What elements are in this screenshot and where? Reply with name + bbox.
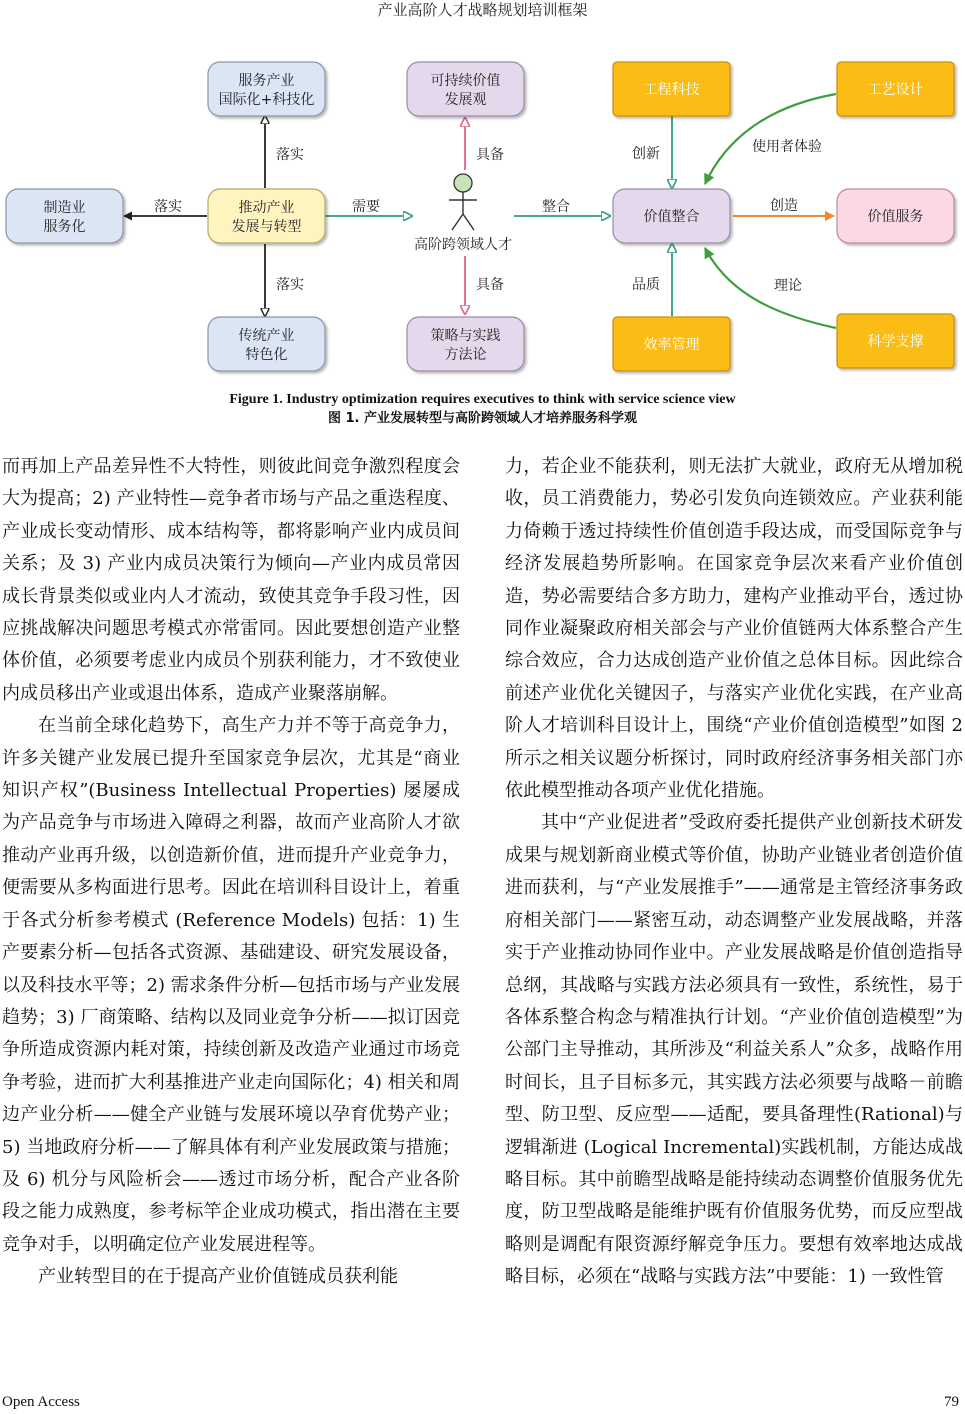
node-value-service-label: 价值服务 [867,209,924,225]
figure-caption-chinese: 图 1. 产业发展转型与高阶跨领域人才培养服务科学观 [327,411,638,426]
node-science-label: 科学支撑 [867,334,924,350]
node-value-integration [613,189,730,243]
node-service-international-line1: 服务产业 [238,73,295,89]
figure-1-diagram [0,40,965,390]
paragraph: 而再加上产品差异性不大特性，则彼此间竞争激烈程度会大为提高；2) 产业特性—竞争者市场与产品之重迭程度、产业成长变动情形、成本结构等，都将影响产业内成员间关系；及 3) 产业内成员决策行为倾向—产业内成员常因成长背景类似或业内人才流动，致使其竞争手段习性，因应挑战解决问题思考模式亦常雷同。因此要想创造产业整体价值，必须要考虑业内成员个别获利能力，才不致使业内成员移出产业或退出体系，造成产业聚落崩解。 [2,456,460,704]
label-integrate: 整合 [542,199,570,215]
node-strategy-line1: 策略与实践 [430,328,501,344]
label-implement-down: 落实 [276,277,304,293]
node-sustainable-line1: 可持续价值 [430,73,501,89]
node-sustainable-line2: 发展观 [444,92,487,108]
paragraph: 在当前全球化趋势下，高生产力并不等于高竞争力，许多关键产业发展已提升至国家竞争层次，尤其是“商业知识产权”(Business Intellectual Properties) 屡屡成为产品竞争与市场进入障碍之利器，故而产业高阶人才欲推动产业再升级，以创造新价值，进而提升产业竞争力，便需要从多构面进行思考。因此在培训科目设计上，着重于各式分析参考模式 (Reference Models) 包括：1) 生产要素分析—包括各式资源、基础建设、研究发展设备，以及科技水平等；2) 需求条件分析—包括市场与产业发展趋势；3) 厂商策略、结构以及同业竞争分析——拟订因竞争所造成资源内耗对策，持续创新及改造产业通过市场竞争考验，进而扩大利基推进产业走向国际化；4) 相关和周边产业分析——健全产业链与发展环境以孕育优势产业；5) 当地政府分析——了解具体有利产业发展政策与措施；及 6) 机分与风险析会——透过市场分析，配合产业各阶段之能力成熟度，参考标竿企业成功模式，指出潜在主要竞争对手，以明确定位产业发展进程等。 [2,715,460,1255]
node-manufacturing-service [6,189,123,243]
figure-caption-english: Figure 1. Industry optimization requires executives to think with service science view [229,392,736,407]
node-service-international [208,62,325,116]
footer-open-access: Open Access [2,1394,80,1410]
node-engineering-label: 工程科技 [643,82,700,98]
node-promote-industry [208,189,325,243]
paragraph: 其中“产业促进者”受政府委托提供产业创新技术研发成果与规划新商业模式等价值，协助产业链业者创造价值进而获利，与“产业发展推手”——通常是主管经济事务政府相关部门——紧密互动，动态调整产业发展战略，并落实于产业推动协同作业中。产业发展战略是价值创造指导总纲，其战略与实践方法必须具有一致性，系统性，易于各体系整合构念与精准执行计划。“产业价值创造模型”为公部门主导推动，其所涉及“利益关系人”众多，战略作用时间长，且子目标多元，其实践方法必须要与战略－前瞻型、防卫型、反应型——适配，要具备理性(Rational)与逻辑渐进 (Logical Incremental)实践机制，方能达成战略目标。其中前瞻型战略是能持续动态调整价值服务优先度，防卫型战略是能维护既有价值服务优势，而反应型战略则是调配有限资源纾解竞争压力。要想有效率地达成战略目标，必须在“战略与实践方法”中要能：1) 一致性管 [505,812,963,1288]
label-user-experience: 使用者体验 [752,139,822,155]
label-need: 需要 [352,199,380,215]
node-manufacturing-line2: 服务化 [43,219,86,235]
node-strategy-line2: 方法论 [444,347,487,363]
label-quality: 品质 [632,277,660,293]
node-promote-line2: 发展与转型 [231,219,302,235]
node-traditional-line2: 特色化 [245,347,288,363]
label-theory: 理论 [774,278,802,294]
paragraph: 力，若企业不能获利，则无法扩大就业，政府无从增加税收，员工消费能力，势必引发负向连锁效应。产业获利能力倚赖于透过持续性价值创造手段达成，而受国际竞争与经济发展趋势所影响。在国家竞争层次来看产业价值创造，势必需要结合多方助力，建构产业推动平台，透过协同作业凝聚政府相关部会与产业价值链两大体系整合产生综合效应，合力达成创造产业价值之总体目标。因此综合前述产业优化关键因子，与落实产业优化实践，在产业高阶人才培训科目设计上，围绕“产业价值创造模型”如图 2 所示之相关议题分析探讨，同时政府经济事务相关部门亦依此模型推动各项产业优化措施。 [505,456,963,802]
node-efficiency-label: 效率管理 [643,337,700,353]
person-icon [449,174,477,230]
node-science-support [837,314,954,368]
label-create: 创造 [770,198,798,214]
node-strategy-practice [407,317,524,371]
node-craft-label: 工艺设计 [867,82,924,98]
node-sustainable-value [407,62,524,116]
body-column-left [2,451,460,1294]
node-manufacturing-line1: 制造业 [43,200,86,216]
node-traditional-line1: 传统产业 [238,328,295,344]
paragraph: 产业转型目的在于提高产业价值链成员获利能 [38,1266,398,1288]
label-implement-left: 落实 [154,199,182,215]
node-traditional-industry [208,317,325,371]
running-header: 产业高阶人才战略规划培训框架 [377,1,588,19]
node-efficiency-management [613,317,730,371]
node-value-integration-label: 价值整合 [643,209,700,225]
body-column-right [505,451,963,1294]
node-talent-label: 高阶跨领域人才 [414,237,512,253]
edge-theory [705,248,836,328]
node-craft-design [837,62,954,116]
page-number: 79 [944,1394,959,1410]
label-innovate: 创新 [632,146,660,162]
node-engineering-tech [613,62,730,116]
label-possess-bottom: 具备 [476,277,504,293]
node-service-international-line2: 国际化+科技化 [218,92,315,108]
label-implement-up: 落实 [276,147,304,163]
node-value-service [837,189,954,243]
label-possess-top: 具备 [476,147,504,163]
node-promote-line1: 推动产业 [238,200,295,216]
